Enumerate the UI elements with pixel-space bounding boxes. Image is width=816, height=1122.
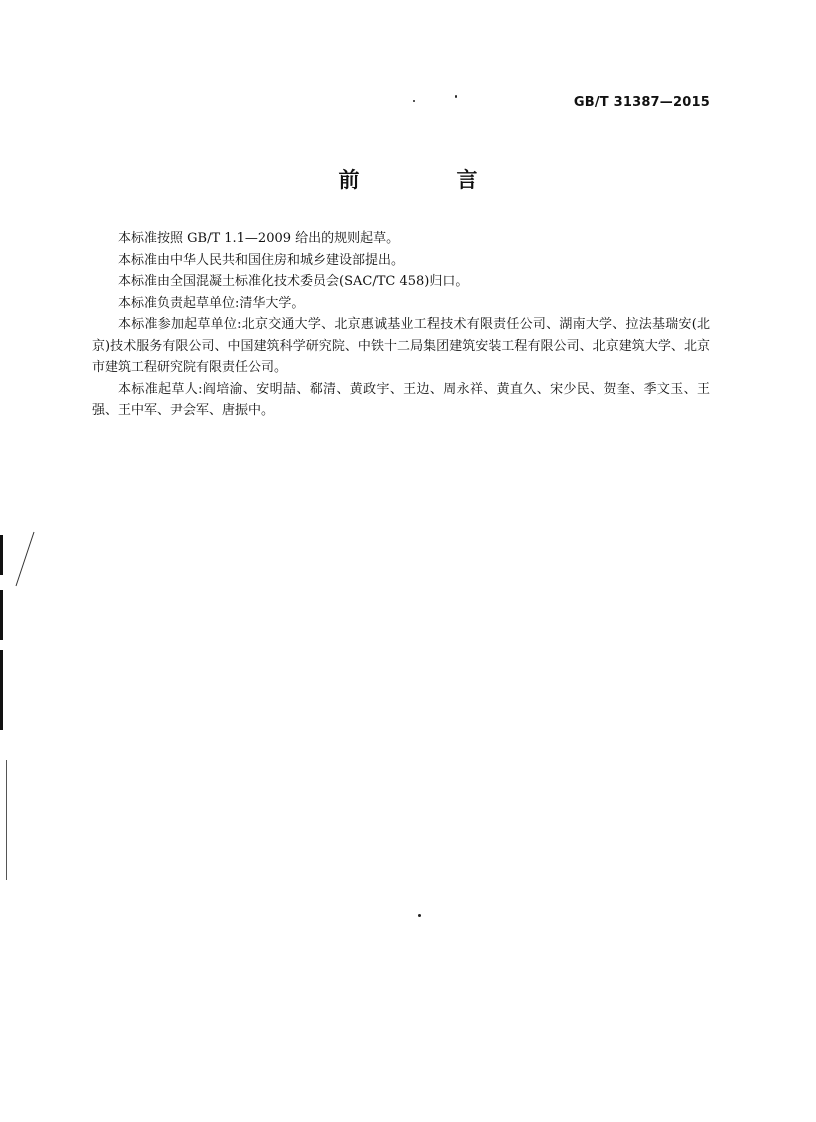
scan-speck (413, 100, 415, 102)
paragraph-lead-drafter: 本标准负责起草单位:清华大学。 (118, 295, 305, 311)
page-title: 前 言 (338, 168, 516, 192)
paragraph-centralized-by: 本标准由全国混凝土标准化技术委员会(SAC/TC 458)归口。 (118, 274, 469, 289)
scan-edge-mark (0, 650, 3, 730)
paragraph-proposer: 本标准由中华人民共和国住房和城乡建设部提出。 (118, 252, 405, 268)
paragraph-participating-units: 本标准参加起草单位:北京交通大学、北京惠诚基业工程技术有限责任公司、湖南大学、拉法基瑞安(北京)技术服务有限公司、中国建筑科学研究院、中铁十二局集团建筑安装工程有限公司、北京建筑大学、北京市建筑工程研究院有限责任公司。 (92, 317, 710, 375)
scan-stroke (10, 530, 40, 590)
scan-edge-mark (0, 535, 3, 575)
scan-speck (418, 914, 421, 917)
scan-edge-line (6, 760, 7, 880)
scan-edge-mark (0, 590, 3, 640)
paragraph-drafters: 本标准起草人:阎培渝、安明喆、郗清、黄政宇、王边、周永祥、黄直久、宋少民、贺奎、季文玉、王强、王中军、尹会军、唐振中。 (92, 381, 710, 418)
paragraph-drafting-rules: 本标准按照 GB/T 1.1—2009 给出的规则起草。 (118, 231, 400, 246)
standard-code: GB/T 31387—2015 (573, 95, 710, 110)
scan-speck (455, 95, 457, 98)
preface-body (92, 228, 710, 422)
